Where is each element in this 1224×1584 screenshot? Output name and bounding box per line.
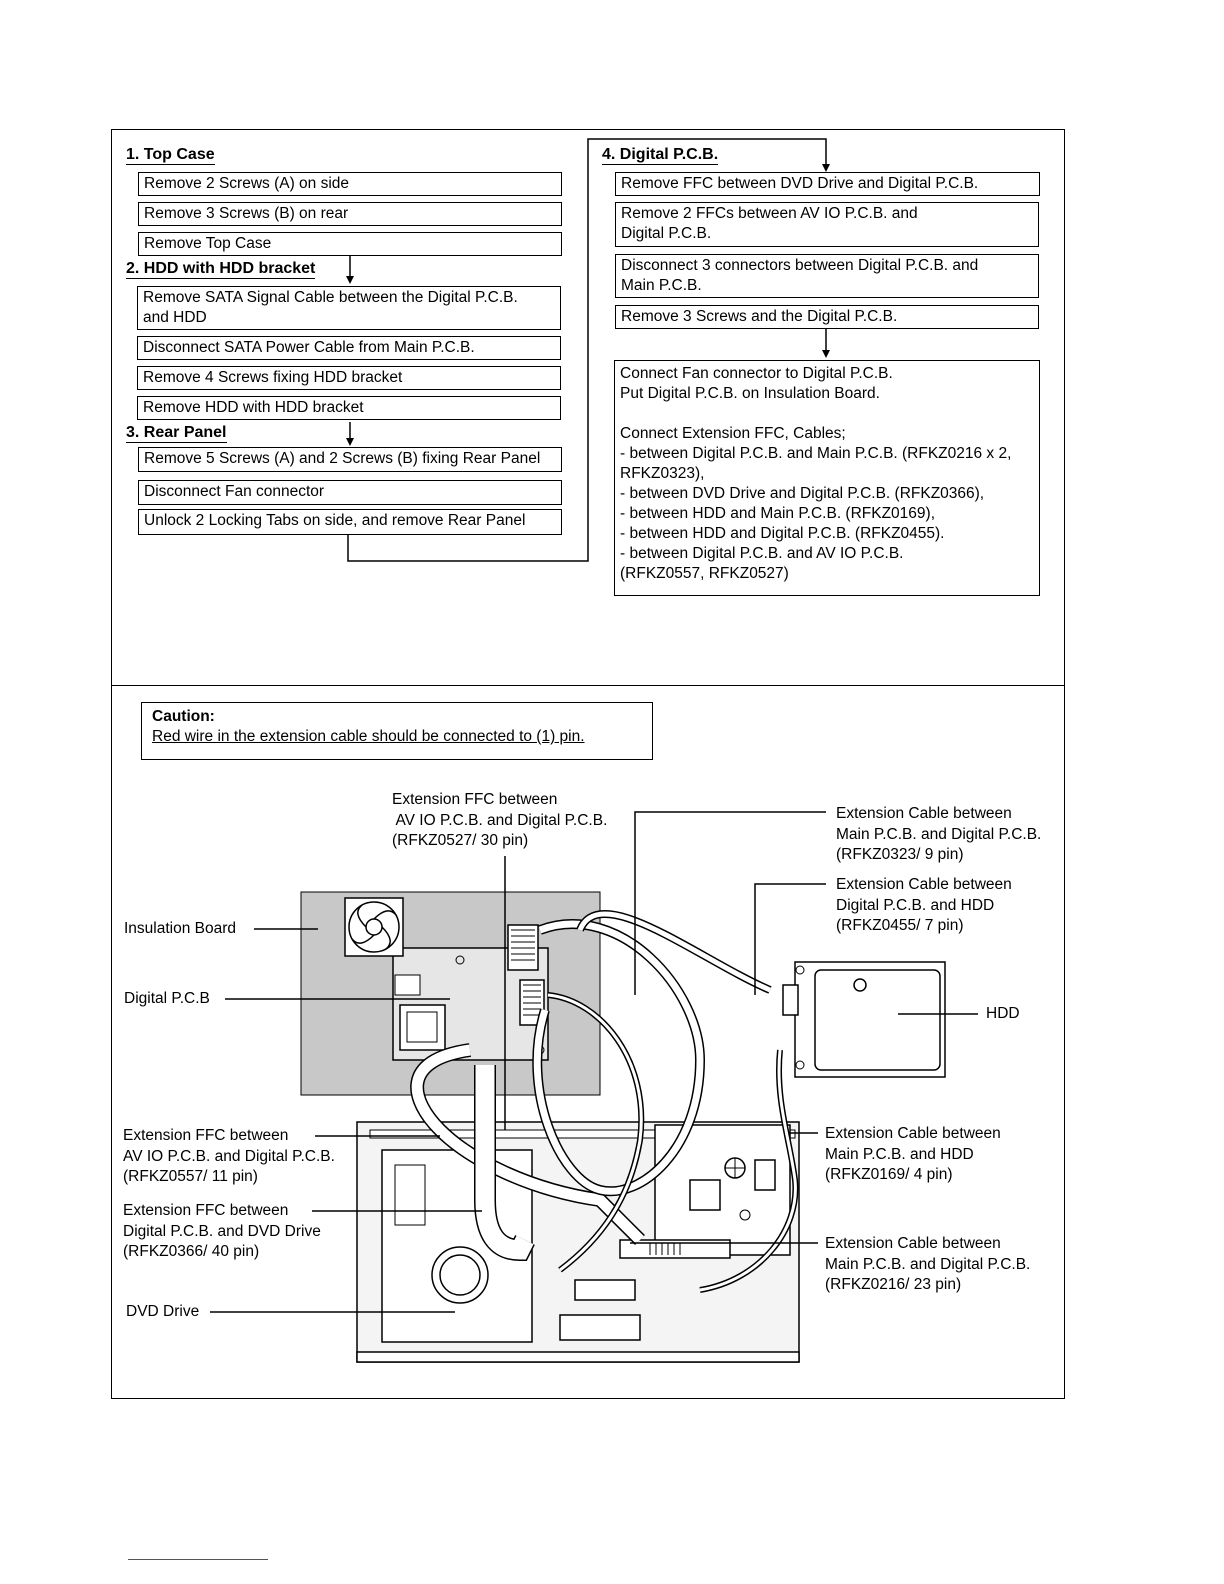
- step1-item-3: Remove Top Case: [138, 232, 562, 256]
- step4-item-3: Disconnect 3 connectors between Digital P.C.B. and Main P.C.B.: [615, 254, 1039, 298]
- label-cable-rfkz0323: Extension Cable between Main P.C.B. and Digital P.C.B. (RFKZ0323/ 9 pin): [836, 805, 1042, 863]
- step2-heading: 2. HDD with HDD bracket: [126, 260, 316, 277]
- step4-item-1: Remove FFC between DVD Drive and Digital P.C.B.: [615, 172, 1040, 196]
- step1-item-2: Remove 3 Screws (B) on rear: [138, 202, 562, 226]
- label-dvd-drive: DVD Drive: [126, 1303, 200, 1320]
- step2-item-3: Remove 4 Screws fixing HDD bracket: [137, 366, 561, 390]
- step1-heading: 1. Top Case: [126, 146, 215, 163]
- label-ffc-rfkz0527: Extension FFC between AV IO P.C.B. and Digital P.C.B. (RFKZ0527/ 30 pin): [392, 791, 608, 849]
- step2-item-1: Remove SATA Signal Cable between the Digital P.C.B. and HDD: [137, 286, 561, 330]
- step3-item-1: Remove 5 Screws (A) and 2 Screws (B) fixing Rear Panel: [138, 447, 562, 472]
- fan-icon: [345, 898, 403, 956]
- step4-item-2: Remove 2 FFCs between AV IO P.C.B. and Digital P.C.B.: [615, 202, 1039, 247]
- label-ffc-rfkz0366: Extension FFC between Digital P.C.B. and DVD Drive (RFKZ0366/ 40 pin): [123, 1202, 321, 1260]
- footer-link-line: [128, 1559, 268, 1560]
- step3-heading: 3. Rear Panel: [126, 424, 227, 441]
- step1-item-1: Remove 2 Screws (A) on side: [138, 172, 562, 196]
- label-insulation-board: Insulation Board: [124, 920, 237, 937]
- step2-item-4: Remove HDD with HDD bracket: [137, 396, 561, 420]
- final-instructions: Connect Fan connector to Digital P.C.B. Put Digital P.C.B. on Insulation Board. Connect Extension FFC, Cables; - between Digital P.C.B. and Main P.C.B. (RFKZ0216 x 2, RFKZ0323), - between DVD Drive and Digital P.C.B. (RFKZ0366), - between HDD and Main P.C.B. (RFKZ0169), - between HDD and Digital P.C.B. (RFKZ0455). - between Digital P.C.B. and AV IO P.C.B. (RFKZ0557, RFKZ0527): [614, 360, 1040, 596]
- label-digital-pcb: Digital P.C.B: [124, 990, 210, 1007]
- step2-item-2: Disconnect SATA Power Cable from Main P.C.B.: [137, 336, 561, 360]
- label-ffc-rfkz0557: Extension FFC between AV IO P.C.B. and Digital P.C.B. (RFKZ0557/ 11 pin): [123, 1127, 335, 1185]
- step4-item-4: Remove 3 Screws and the Digital P.C.B.: [615, 305, 1039, 329]
- step3-item-2: Disconnect Fan connector: [138, 480, 562, 505]
- label-cable-rfkz0455: Extension Cable between Digital P.C.B. and HDD (RFKZ0455/ 7 pin): [836, 876, 1012, 934]
- label-hdd: HDD: [986, 1005, 1020, 1022]
- step4-heading: 4. Digital P.C.B.: [602, 146, 719, 163]
- label-cable-rfkz0169: Extension Cable between Main P.C.B. and HDD (RFKZ0169/ 4 pin): [825, 1125, 1001, 1183]
- caution-text: Red wire in the extension cable should be connected to (1) pin.: [152, 728, 585, 745]
- step3-item-3: Unlock 2 Locking Tabs on side, and remove Rear Panel: [138, 509, 562, 535]
- caution-title: Caution:: [152, 708, 215, 725]
- label-cable-rfkz0216: Extension Cable between Main P.C.B. and Digital P.C.B. (RFKZ0216/ 23 pin): [825, 1235, 1031, 1293]
